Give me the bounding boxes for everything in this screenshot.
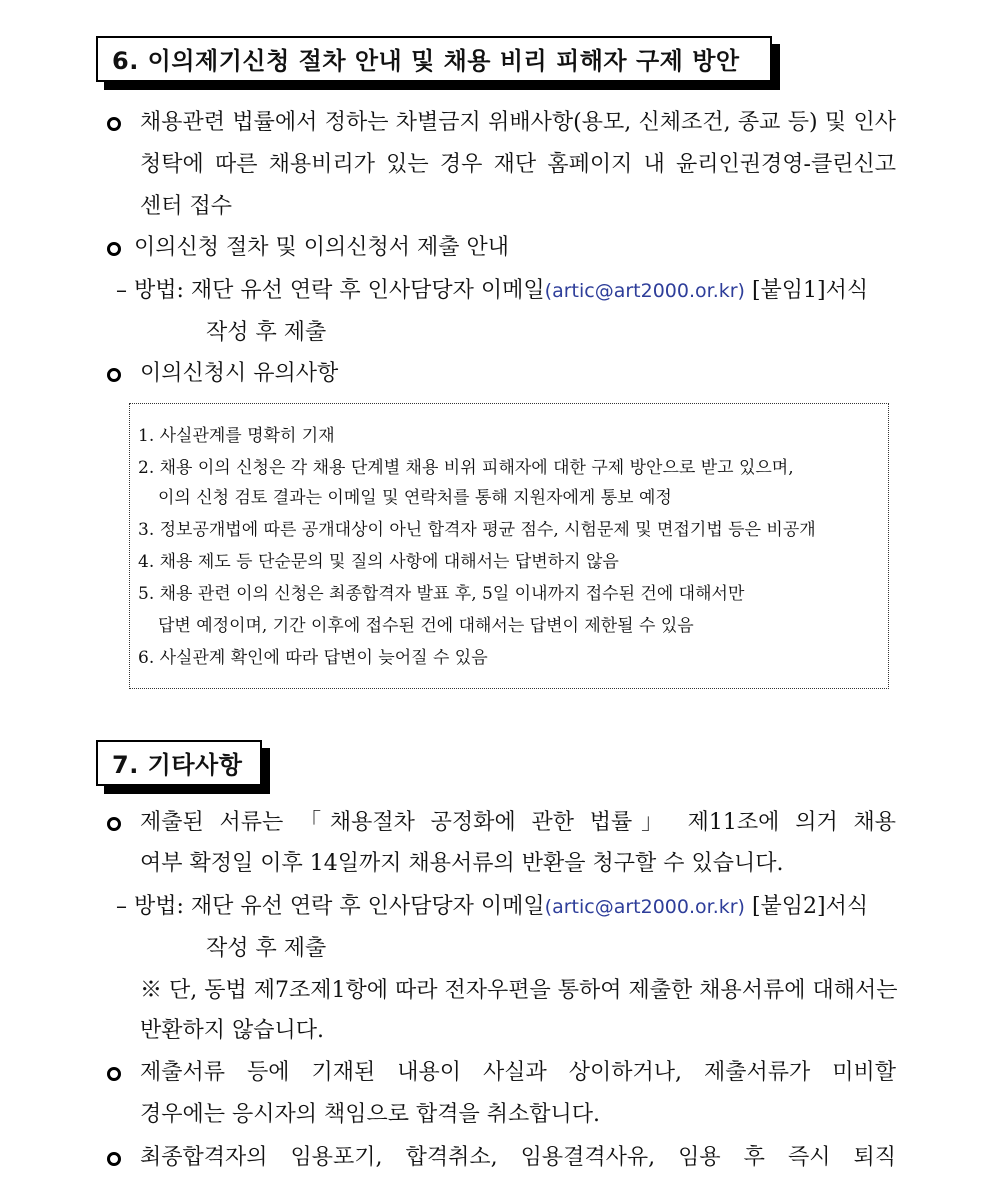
s7-method-prefix: – 방법: 재단 유선 연락 후 인사담당자 이메일 [116,894,545,919]
note-2: 2. 채용 이의 신청은 각 채용 단계별 채용 비위 피해자에 대한 구제 방안으로 받고 있으며, [138,458,794,478]
circle-bullet-icon [107,1152,121,1166]
note-1: 1. 사실관계를 명확히 기재 [138,426,335,446]
s6-method-line2: 작성 후 제출 [206,320,327,345]
s6-item1-line2: 청탁에 따른 채용비리가 있는 경우 재단 홈페이지 내 윤리인권경영-클린신고 [140,152,896,177]
s7-note-line2: 반환하지 않습니다. [140,1018,325,1043]
s6-method-suffix: [붙임1]서식 [744,278,869,303]
note-6: 6. 사실관계 확인에 따라 답변이 늦어질 수 있음 [138,648,488,668]
circle-bullet-icon [107,242,121,256]
s6-method-line1 [116,276,868,306]
note-5: 5. 채용 관련 이의 신청은 최종합격자 발표 후, 5일 이내까지 접수된 건에 대해서만 [138,584,745,604]
s6-method-prefix: – 방법: 재단 유선 연락 후 인사담당자 이메일 [116,278,545,303]
s7-item2-line2: 경우에는 응시자의 책임으로 합격을 취소합니다. [140,1102,601,1127]
circle-bullet-icon [107,117,121,131]
circle-bullet-icon [107,817,121,831]
note-4: 4. 채용 제도 등 단순문의 및 질의 사항에 대해서는 답변하지 않음 [138,552,619,572]
s7-item2-line1: 제출서류 등에 기재된 내용이 사실과 상이하거나, 제출서류가 미비할 [140,1060,896,1085]
s6-item1-line1: 채용관련 법률에서 정하는 차별금지 위배사항(용모, 신체조건, 종교 등) 및 인사 [140,110,896,135]
note-3: 3. 정보공개법에 따른 공개대상이 아닌 합격자 평균 점수, 시험문제 및 면접기법 등은 비공개 [138,520,816,540]
s7-method-line2: 작성 후 제출 [206,936,327,961]
s7-item1-line2: 여부 확정일 이후 14일까지 채용서류의 반환을 청구할 수 있습니다. [140,851,784,876]
section-7-heading: 7. 기타사항 [96,740,262,786]
s6-item3: 이의신청시 유의사항 [140,361,339,386]
circle-bullet-icon [107,1067,121,1081]
s7-method-email: (artic@art2000.or.kr) [544,896,745,918]
s6-item2: 이의신청 절차 및 이의신청서 제출 안내 [134,235,509,260]
s6-item1-line3: 센터 접수 [140,194,233,219]
s7-item1-line1: 제출된 서류는 「채용절차 공정화에 관한 법률」 제11조에 의거 채용 [140,810,896,835]
note-2-cont: 이의 신청 검토 결과는 이메일 및 연락처를 통해 지원자에게 통보 예정 [158,488,672,508]
note-5-cont: 답변 예정이며, 기간 이후에 접수된 건에 대해서는 답변이 제한될 수 있음 [158,616,694,636]
section-6-heading: 6. 이의제기신청 절차 안내 및 채용 비리 피해자 구제 방안 [96,36,772,82]
circle-bullet-icon [107,368,121,382]
s7-note-line1: ※ 단, 동법 제7조제1항에 따라 전자우편을 통하여 제출한 채용서류에 대해서는 [140,978,898,1003]
s7-method-line1 [116,892,868,922]
s7-method-suffix: [붙임2]서식 [744,894,869,919]
s6-method-email: (artic@art2000.or.kr) [544,280,745,302]
s7-item3-line1: 최종합격자의 임용포기, 합격취소, 임용결격사유, 임용 후 즉시 퇴직 [140,1145,896,1170]
